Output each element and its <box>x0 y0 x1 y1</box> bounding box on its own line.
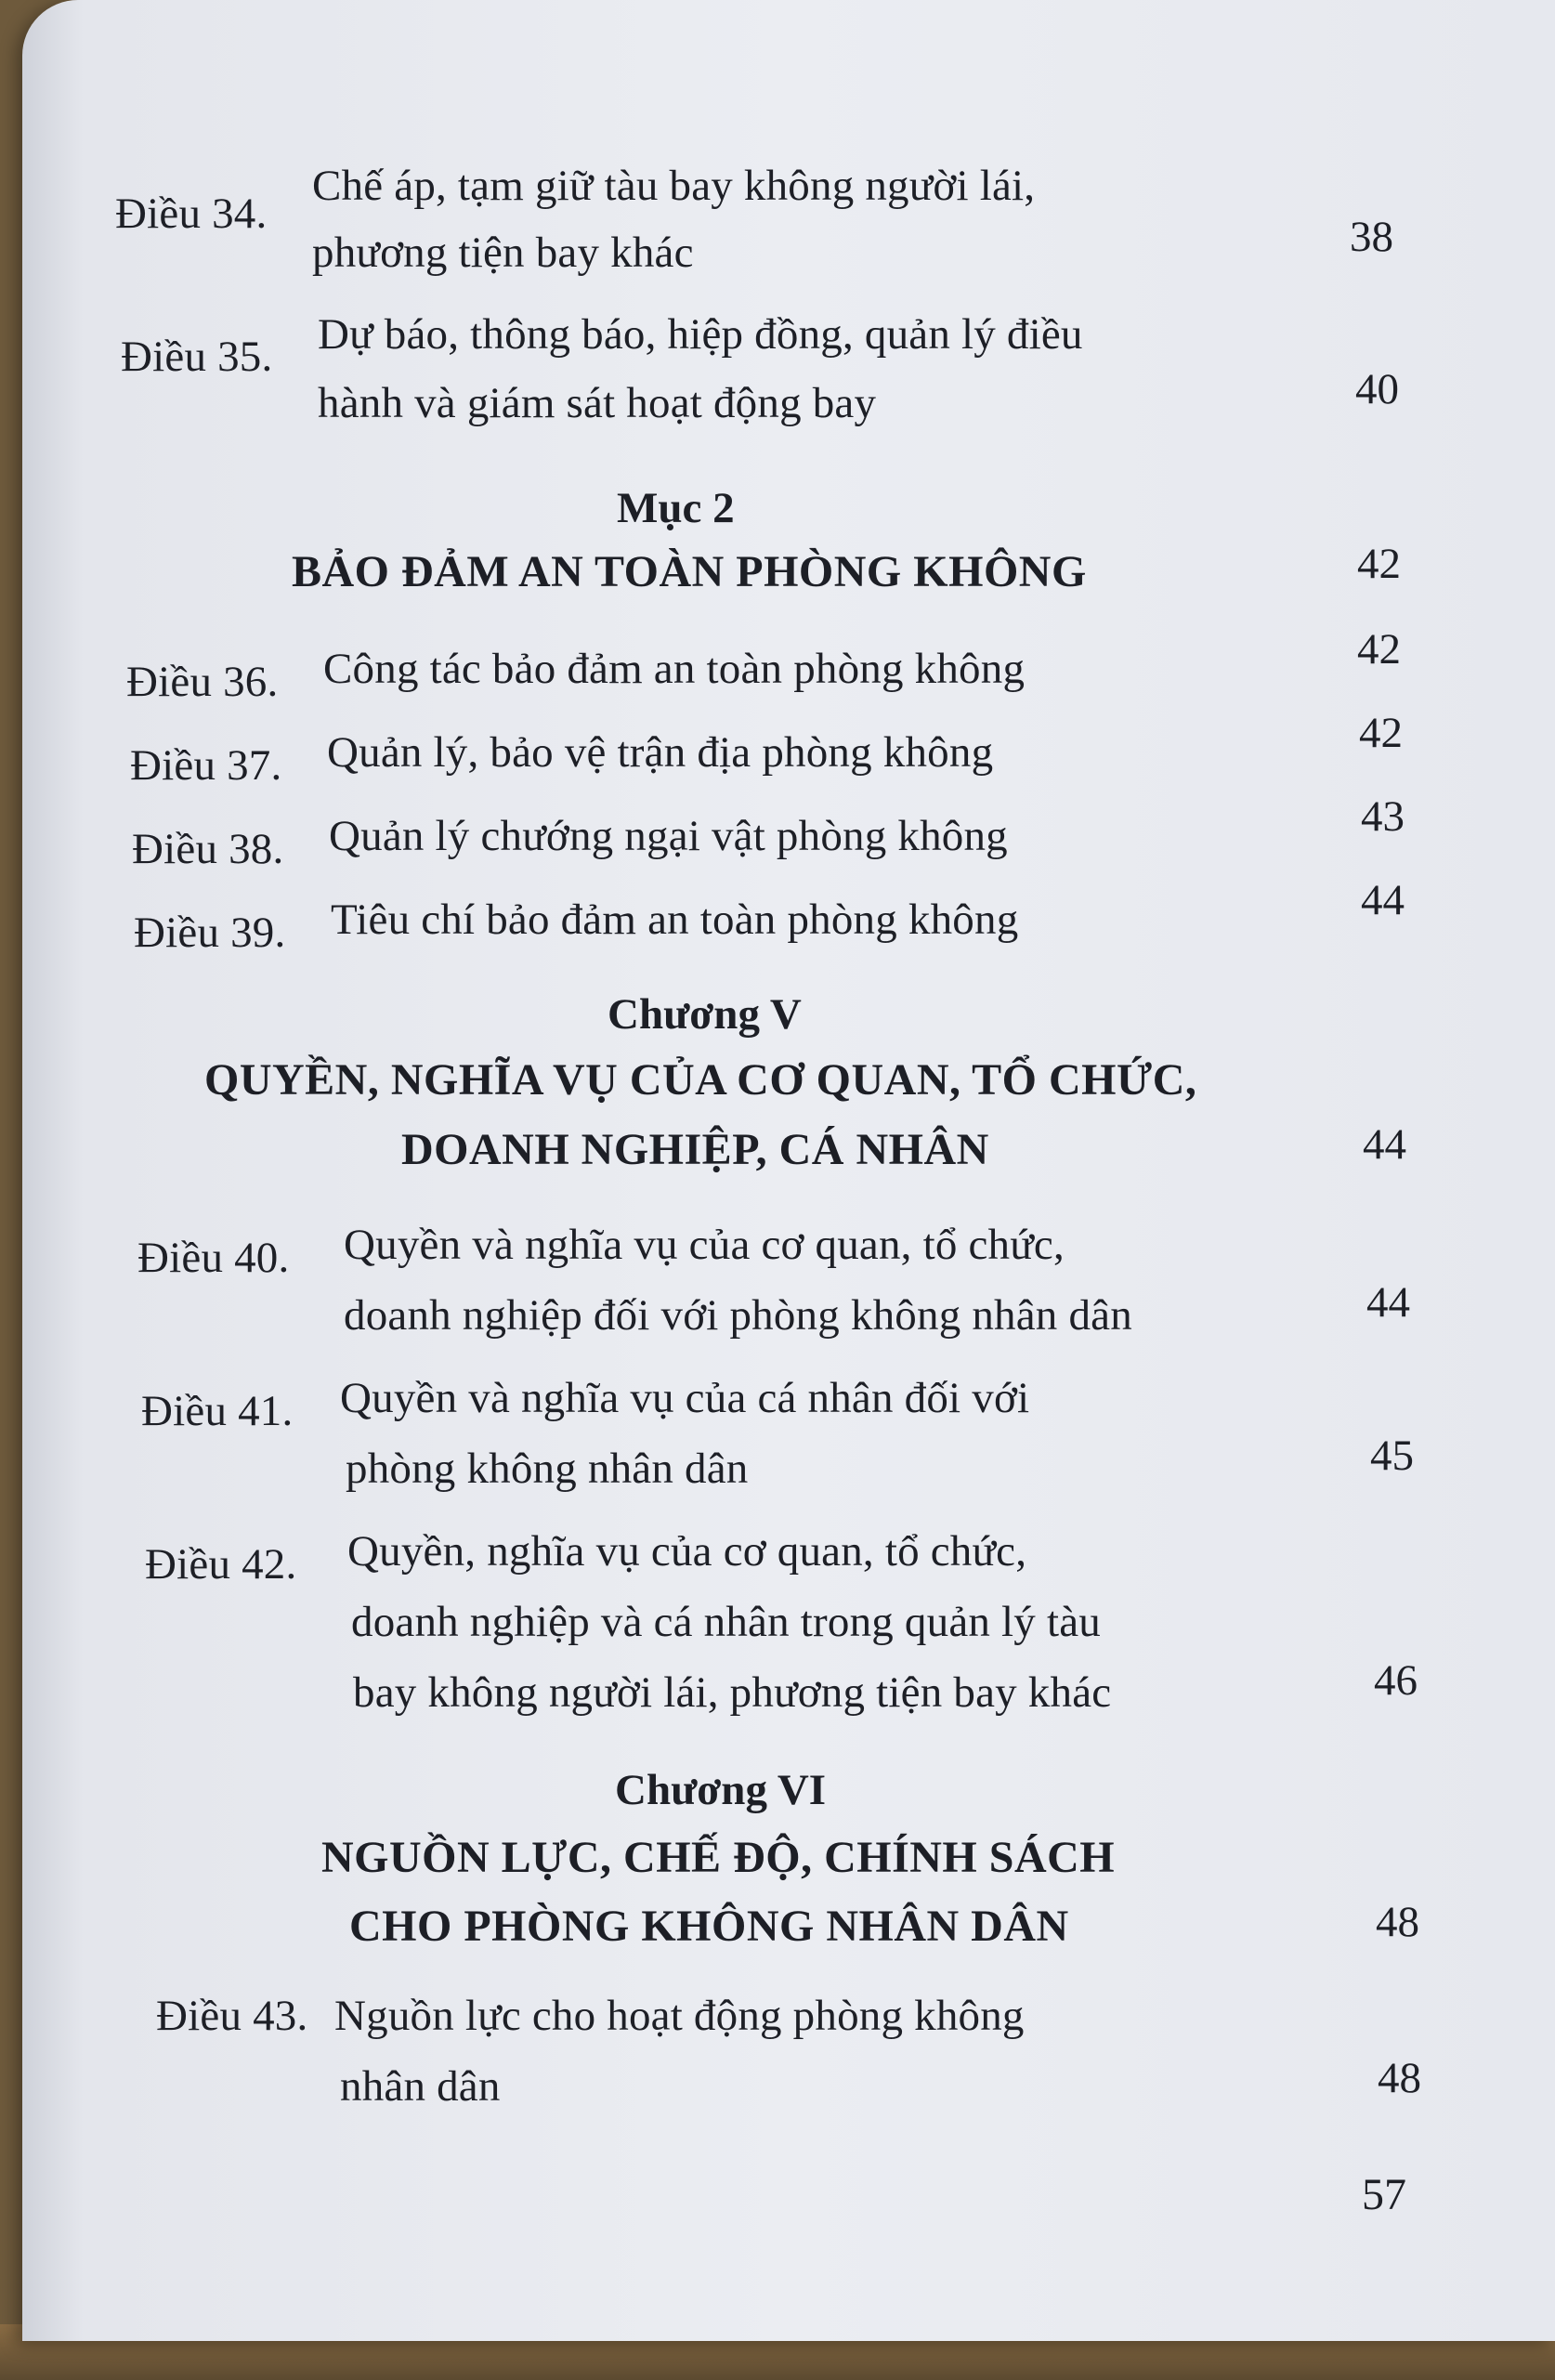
article-title-line: doanh nghiệp và cá nhân trong quản lý tàu <box>351 1598 1101 1646</box>
toc-entry <box>137 1208 1252 1366</box>
chapter-title-line: DOANH NGHIỆP, CÁ NHÂN <box>401 1125 989 1174</box>
article-title-line: hành và giám sát hoạt động bay <box>318 379 877 427</box>
article-title-line: Nguồn lực cho hoạt động phòng không <box>334 1992 1025 2040</box>
page-number: 46 <box>1374 1656 1418 1705</box>
article-title-line: phương tiện bay khác <box>312 229 694 277</box>
toc-entry <box>141 1361 1256 1519</box>
article-title-line: Quyền, nghĩa vụ của cơ quan, tổ chức, <box>347 1527 1027 1576</box>
page-number: 48 <box>1378 2054 1421 2102</box>
toc-entry <box>145 1514 1278 1746</box>
article-number: Điều 35. <box>121 333 273 381</box>
article-title-line: Quyền và nghĩa vụ của cơ quan, tổ chức, <box>344 1221 1065 1269</box>
folio-number: 57 <box>1362 2170 1406 2219</box>
page-number: 43 <box>1361 792 1405 841</box>
article-title-line: Chế áp, tạm giữ tàu bay không người lái, <box>312 162 1036 210</box>
page-number: 42 <box>1357 540 1401 588</box>
toc-entry <box>132 799 1247 873</box>
book-page <box>22 0 1555 2341</box>
article-title-line: phòng không nhân dân <box>346 1445 749 1493</box>
toc-entry <box>156 1979 1289 2137</box>
article-title-line: Quyền và nghĩa vụ của cá nhân đối với <box>340 1374 1030 1422</box>
page-number: 40 <box>1355 365 1399 413</box>
toc-entry <box>134 883 1248 957</box>
article-title-line: nhân dân <box>340 2062 501 2111</box>
toc-entry <box>121 297 1235 455</box>
chapter-title-line: QUYỀN, NGHĨA VỤ CỦA CƠ QUAN, TỔ CHỨC, <box>204 1055 1197 1105</box>
chapter-label: Chương V <box>608 990 802 1039</box>
article-title-line: doanh nghiệp đối với phòng không nhân dân <box>344 1291 1132 1340</box>
toc-entry <box>130 715 1245 790</box>
page-number: 45 <box>1370 1432 1414 1480</box>
page-number: 44 <box>1361 876 1405 924</box>
page-number: 44 <box>1366 1278 1410 1327</box>
chapter-title-line: CHO PHÒNG KHÔNG NHÂN DÂN <box>349 1902 1069 1951</box>
article-number: Điều 42. <box>145 1540 297 1589</box>
chapter-label: Chương VI <box>615 1766 827 1814</box>
article-number: Điều 41. <box>141 1387 294 1435</box>
page-number: 44 <box>1363 1120 1406 1169</box>
article-number: Điều 34. <box>115 190 268 238</box>
article-number: Điều 43. <box>156 1992 308 2040</box>
article-number: Điều 37. <box>130 741 282 790</box>
toc-entry <box>126 632 1241 706</box>
article-number: Điều 40. <box>137 1234 290 1282</box>
section-title: BẢO ĐẢM AN TOÀN PHÒNG KHÔNG <box>292 547 1087 596</box>
article-title-line: Dự báo, thông báo, hiệp đồng, quản lý điều <box>318 310 1083 359</box>
article-title-line: Quản lý chướng ngại vật phòng không <box>329 812 1008 860</box>
page-number: 42 <box>1357 625 1401 673</box>
article-title-line: Tiêu chí bảo đảm an toàn phòng không <box>331 896 1019 944</box>
article-title-line: Quản lý, bảo vệ trận địa phòng không <box>327 728 994 777</box>
section-label: Mục 2 <box>617 484 735 532</box>
article-number: Điều 39. <box>134 909 286 957</box>
chapter-title-line: NGUỒN LỰC, CHẾ ĐỘ, CHÍNH SÁCH <box>321 1833 1116 1882</box>
page-number: 48 <box>1376 1898 1419 1946</box>
article-number: Điều 38. <box>132 825 284 873</box>
article-title-line: bay không người lái, phương tiện bay khác <box>353 1668 1112 1717</box>
article-number: Điều 36. <box>126 658 279 706</box>
toc-entry <box>115 139 1230 297</box>
article-title-line: Công tác bảo đảm an toàn phòng không <box>323 645 1026 693</box>
page-number: 42 <box>1359 709 1403 757</box>
page-number: 38 <box>1350 213 1393 261</box>
